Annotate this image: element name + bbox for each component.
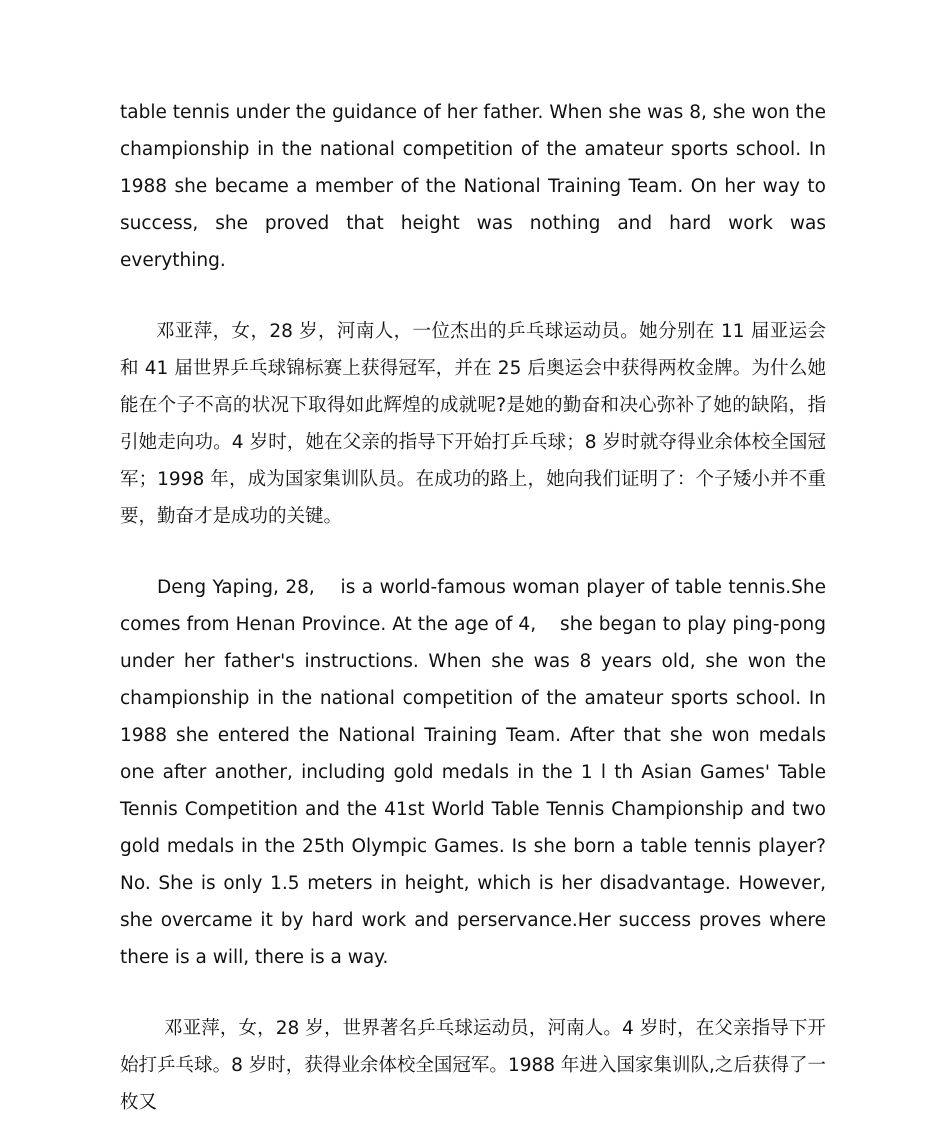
paragraph-english-1: table tennis under the guidance of her father. When she was 8, she won the championship in the national competition of the amateur sports school. In 1988 she became a member of the National Training Team. On her way to success, she proved that height was nothing and hard work was everything.: [120, 102, 826, 271]
paragraph-chinese-1: 邓亚萍，女，28 岁，河南人，一位杰出的乒乓球运动员。她分别在 11 届亚运会和 41 届世界乒乓球锦标赛上获得冠军，并在 25 后奥运会中获得两枚金牌。为什么她能在个子不高的状况下取得如此辉煌的成就呢?是她的勤奋和决心弥补了她的缺陷，指引她走向功。4 岁时，她在父亲的指导下开始打乒乓球；8 岁时就夺得业余体校全国冠军；1998 年，成为国家集训队员。在成功的路上，她向我们证明了：个子矮小并不重要，勤奋才是成功的关键。: [120, 321, 826, 527]
paragraph-english-2: Deng Yaping, 28, is a world-famous woman player of table tennis.She comes from Henan Province. At the age of 4, she began to play ping-pong under her father's instructions. When she was 8 years old, she won the championship in the national competition of the amateur sports school. In 1988 she entered the National Training Team. After that she won medals one after another, including gold medals in the 1 l th Asian Games' Table Tennis Competition and the 41st World Table Tennis Championship and two gold medals in the 25th Olympic Games. Is she born a table tennis player? No. She is only 1.5 meters in height, which is her disadvantage. However, she overcame it by hard work and perservance.Her success proves where there is a will, there is a way.: [120, 577, 832, 968]
document-page: [120, 94, 832, 1121]
paragraph-chinese-2: 邓亚萍，女，28 岁，世界著名乒乓球运动员，河南人。4 岁时，在父亲指导下开始打乒乓球。8 岁时，获得业余体校全国冠军。1988 年进入国家集训队,之后获得了一枚又: [120, 1018, 826, 1113]
